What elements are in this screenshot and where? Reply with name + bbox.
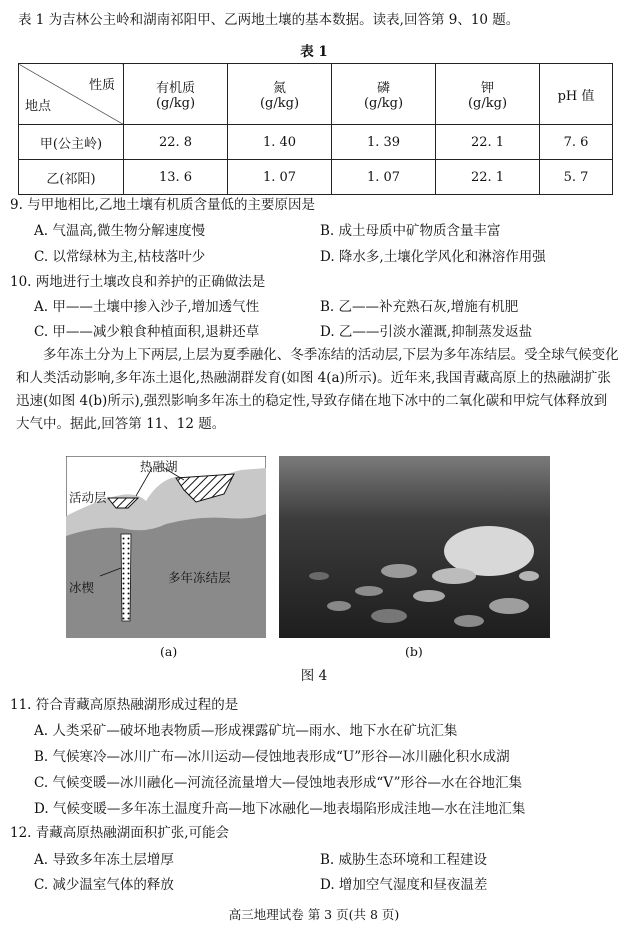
figure-caption: 图 4 bbox=[300, 668, 328, 684]
header-potassium: 钾 (g/kg) bbox=[436, 64, 540, 125]
q9-option-c: C. 以常绿林为主,枯枝落叶少 bbox=[34, 249, 206, 265]
question-10-stem: 10. 两地进行土壤改良和养护的正确做法是 bbox=[10, 274, 266, 290]
intro-text: 表 1 为吉林公主岭和湖南祁阳甲、乙两地土壤的基本数据。读表,回答第 9、10 题。 bbox=[18, 12, 520, 28]
corner-property-label: 性质 bbox=[88, 78, 115, 93]
context-paragraph: 多年冻土分为上下两层,上层为夏季融化、冬季冻结的活动层,下层为多年冻结层。受全球气候变化和人类活动影响,多年冻土退化,热融湖群发育(如图 4(a)所示)。近年来,我国青藏高原上的热融湖扩张迅速(如图 4(b)所示),强烈影响多年冻土的稳定性,导致存储在地下冰中的二氧化碳和甲烷气体释放到大气中。据此,回答第 11、12 题。 bbox=[16, 347, 619, 432]
thermokarst-photo bbox=[279, 456, 550, 638]
label-ice-wedge: 冰楔 bbox=[69, 580, 95, 595]
permafrost-diagram bbox=[66, 456, 266, 638]
q9-option-a: A. 气温高,微生物分解速度慢 bbox=[34, 223, 206, 239]
question-11-stem: 11. 符合青藏高原热融湖形成过程的是 bbox=[10, 697, 239, 713]
subcaption-a: (a) bbox=[160, 644, 178, 659]
label-thermokarst-lake: 热融湖 bbox=[140, 459, 178, 474]
q11-option-a: A. 人类采矿—破坏地表物质—形成裸露矿坑—雨水、地下水在矿坑汇集 bbox=[34, 723, 458, 739]
table-cell: 1. 39 bbox=[332, 125, 436, 160]
table-cell: 13. 6 bbox=[124, 160, 228, 195]
soil-data-table bbox=[18, 63, 613, 195]
question-12-stem: 12. 青藏高原热融湖面积扩张,可能会 bbox=[10, 825, 230, 841]
table-cell: 5. 7 bbox=[540, 160, 613, 195]
row-place: 乙(祁阳) bbox=[19, 160, 124, 195]
table-corner-cell bbox=[19, 64, 124, 125]
table-cell: 1. 07 bbox=[332, 160, 436, 195]
q11-option-c: C. 气候变暖—冰川融化—河流径流量增大—侵蚀地表形成“V”形谷—水在谷地汇集 bbox=[34, 775, 522, 791]
label-active-layer: 活动层 bbox=[69, 490, 107, 505]
corner-place-label: 地点 bbox=[25, 99, 52, 114]
q11-option-b: B. 气候寒冷—冰川广布—冰川运动—侵蚀地表形成“U”形谷—冰川融化积水成湖 bbox=[34, 749, 510, 765]
permafrost-layer-shape bbox=[66, 514, 266, 638]
q10-option-a: A. 甲——土壤中掺入沙子,增加透气性 bbox=[34, 299, 260, 315]
table-row bbox=[19, 160, 613, 195]
table-cell: 22. 8 bbox=[124, 125, 228, 160]
q12-option-c: C. 减少温室气体的释放 bbox=[34, 877, 174, 893]
table-cell: 22. 1 bbox=[436, 160, 540, 195]
table-caption: 表 1 bbox=[300, 44, 328, 60]
q9-option-d: D. 降水多,土壤化学风化和淋溶作用强 bbox=[320, 249, 546, 265]
table-cell: 7. 6 bbox=[540, 125, 613, 160]
q12-option-d: D. 增加空气湿度和昼夜温差 bbox=[320, 877, 488, 893]
q10-option-c: C. 甲——减少粮食种植面积,退耕还草 bbox=[34, 324, 260, 340]
table-cell: 22. 1 bbox=[436, 125, 540, 160]
q12-option-b: B. 威胁生态环境和工程建设 bbox=[320, 852, 488, 868]
page-footer: 高三地理试卷 第 3 页(共 8 页) bbox=[228, 907, 400, 922]
subcaption-b: (b) bbox=[405, 644, 423, 659]
header-ph: pH 值 bbox=[540, 64, 613, 125]
header-nitrogen: 氮 (g/kg) bbox=[228, 64, 332, 125]
q11-option-d: D. 气候变暖—多年冻土温度升高—地下冰融化—地表塌陷形成洼地—水在洼地汇集 bbox=[34, 801, 526, 817]
q9-option-b: B. 成土母质中矿物质含量丰富 bbox=[320, 223, 501, 239]
table-cell: 1. 07 bbox=[228, 160, 332, 195]
label-permafrost-layer: 多年冻结层 bbox=[168, 570, 231, 585]
q12-option-a: A. 导致多年冻土层增厚 bbox=[34, 852, 174, 868]
table-row bbox=[19, 125, 613, 160]
ice-wedge-shape bbox=[121, 534, 131, 621]
table-cell: 1. 40 bbox=[228, 125, 332, 160]
table-header-row bbox=[19, 64, 613, 125]
header-phosphorus: 磷 (g/kg) bbox=[332, 64, 436, 125]
q10-option-d: D. 乙——引淡水灌溉,抑制蒸发返盐 bbox=[320, 324, 533, 340]
question-9-stem: 9. 与甲地相比,乙地土壤有机质含量低的主要原因是 bbox=[10, 197, 315, 213]
header-organic: 有机质 (g/kg) bbox=[124, 64, 228, 125]
row-place: 甲(公主岭) bbox=[19, 125, 124, 160]
q10-option-b: B. 乙——补充熟石灰,增施有机肥 bbox=[320, 299, 519, 315]
